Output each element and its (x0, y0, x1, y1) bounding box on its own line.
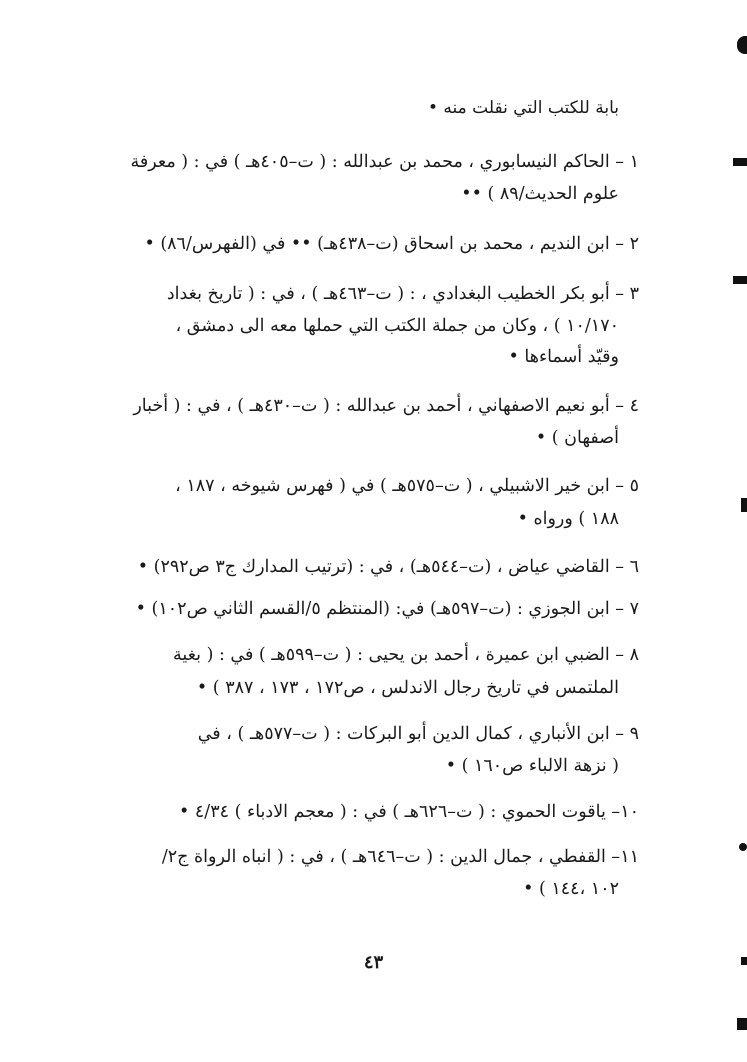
entry-5-line-2: ١٨٨ ) ورواه • (517, 509, 619, 529)
entry-3-line-3: وقيّد أسماءها • (508, 347, 619, 367)
entry-10-line-1: ١٠– ياقوت الحموي : ( ت–٦٢٦هـ ) في : ( معجم الادباء ) ٤/٣٤ • (179, 802, 639, 822)
scan-edge-mark (741, 498, 747, 512)
scan-edge-mark (733, 158, 747, 166)
entry-11-line-2: ١٠٢ ،١٤٤ ) • (523, 879, 619, 899)
entry-1-line-1: ١ – الحاكم النيسابوري ، محمد بن عبدالله : ( ت–٤٠٥هـ ) في : ( معرفة (130, 152, 639, 172)
entry-1-line-2: علوم الحديث/٨٩ ) •• (461, 184, 619, 204)
scan-edge-mark (733, 276, 747, 284)
entry-11-line-1: ١١– القفطي ، جمال الدين : ( ت–٦٤٦هـ ) ، في : ( انباه الرواة ج٢/ (161, 847, 639, 867)
entry-2-line-1: ٢ – ابن النديم ، محمد بن اسحاق (ت–٤٣٨هـ) •• في (الفهرس/٨٦) • (144, 234, 639, 254)
scan-edge-mark (737, 1018, 747, 1030)
bibliography-heading: بابة للكتب التي نقلت منه • (427, 98, 619, 118)
entry-4-line-1: ٤ – أبو نعيم الاصفهاني ، أحمد بن عبدالله : ( ت–٤٣٠هـ ) ، في : ( أخبار (133, 396, 639, 416)
entry-5-line-1: ٥ – ابن خير الاشبيلي ، ( ت–٥٧٥هـ ) في ( فهرس شيوخه ، ١٨٧ ، (175, 476, 639, 496)
entry-6-line-1: ٦ – القاضي عياض ، (ت–٥٤٤هـ) ، في : (ترتيب المدارك ج٣ ص٢٩٢) • (137, 557, 639, 577)
scan-edge-mark (737, 36, 747, 54)
entry-9-line-1: ٩ – ابن الأنباري ، كمال الدين أبو البركات : ( ت–٥٧٧هـ ) ، في (197, 724, 639, 744)
entry-8-line-1: ٨ – الضبي ابن عميرة ، أحمد بن يحيى : ( ت–٥٩٩هـ ) في : ( بغية (173, 645, 639, 665)
scan-edge-mark (741, 957, 747, 965)
scan-edge-mark (739, 843, 747, 851)
page-number: ٤٣ (363, 952, 384, 973)
entry-4-line-2: أصفهان ) • (535, 428, 619, 448)
entry-3-line-1: ٣ – أبو بكر الخطيب البغدادي ، : ( ت–٤٦٣هـ ) ، في : ( تاريخ بغداد (166, 284, 639, 304)
entry-7-line-1: ٧ – ابن الجوزي : (ت–٥٩٧هـ) في: (المنتظم ٥/القسم الثاني ص١٠٢) • (135, 599, 639, 619)
entry-8-line-2: الملتمس في تاريخ رجال الاندلس ، ص١٧٢ ، ١٧٣ ، ٣٨٧ ) • (196, 678, 619, 698)
entry-3-line-2: ١٠/١٧٠ ) ، وكان من جملة الكتب التي حملها معه الى دمشق ، (175, 316, 619, 336)
entry-9-line-2: ( نزهة الالباء ص١٦٠ ) • (445, 756, 619, 776)
